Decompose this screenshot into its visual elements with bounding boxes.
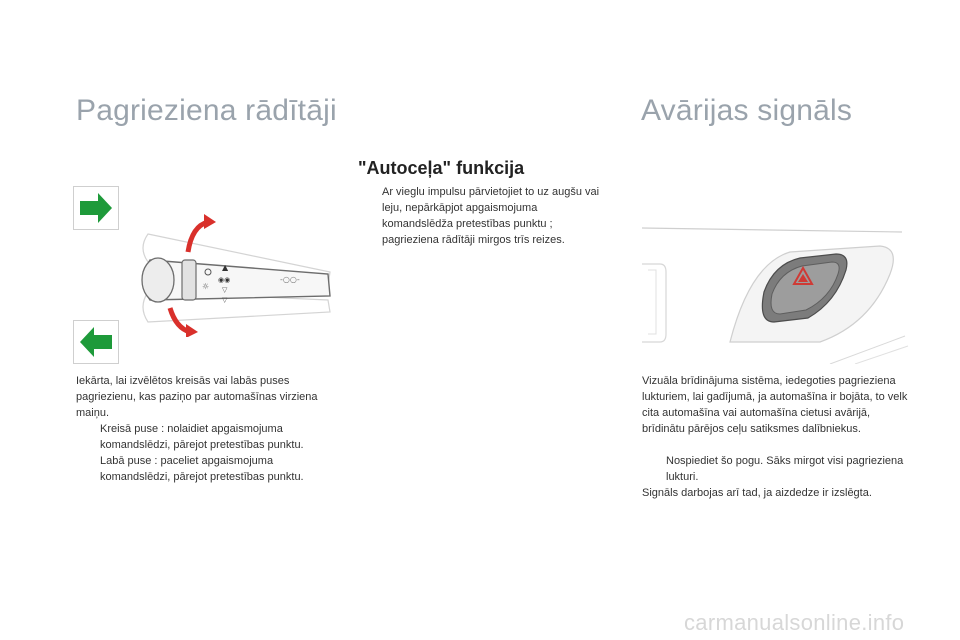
bullet-text-right-turn: Labā puse : paceliet apgaismojuma komandslēdzi, pārejot pretestības punktu. xyxy=(100,455,304,483)
svg-text:▽: ▽ xyxy=(222,296,228,304)
left-section-title: Pagrieziena rādītāji xyxy=(76,94,337,127)
bullet-text-left-turn: Kreisā puse : nolaidiet apgaismojuma komandslēdzi, pārejot pretestības punktu. xyxy=(100,423,304,451)
right-bullet-list xyxy=(642,453,908,485)
right-arrow-icon xyxy=(74,187,118,229)
right-turn-indicator-box xyxy=(73,186,119,230)
list-item xyxy=(76,453,338,485)
hazard-button-instruction: Nospiediet šo pogu. Sāks mirgot visi pagrieziena lukturi. xyxy=(666,455,904,483)
svg-text:◉◉: ◉◉ xyxy=(218,276,231,284)
left-bullet-list xyxy=(76,421,338,485)
left-arrow-icon xyxy=(74,321,118,363)
list-item xyxy=(642,453,908,485)
svg-text:☼: ☼ xyxy=(202,282,210,291)
hazard-button-illustration xyxy=(640,224,910,364)
highway-function-text: Ar vieglu impulsu pārvietojiet to uz augšu vai leju, nepārkāpjot apgaismojuma komandslēdža pretestības punktu ; pagrieziena rādītāji mirgos trīs reizes. xyxy=(382,186,600,246)
right-outro-text: Signāls darbojas arī tad, ja aizdedze ir izslēgta. xyxy=(642,487,872,499)
right-section-title: Avārijas signāls xyxy=(641,94,853,127)
watermark-text: carmanualsonline.info xyxy=(684,610,905,635)
svg-text:-○○-: -○○- xyxy=(280,275,300,284)
svg-text:▽: ▽ xyxy=(222,286,228,294)
svg-text:▲: ▲ xyxy=(222,263,229,272)
list-item xyxy=(358,184,610,248)
list-item xyxy=(76,421,338,453)
left-turn-indicator-box xyxy=(73,320,119,364)
lighting-stalk-illustration xyxy=(130,212,340,337)
middle-bullet-list xyxy=(358,184,610,248)
right-intro-text: Vizuāla brīdinājuma sistēma, iedegoties pagrieziena lukturiem, lai gadījumā, ja automašīna ir bojāta, to velk cita automašīna vai automašīna cietusi avārijā, brīdinātu pārējos ceļu satiksmes dalībniekus. xyxy=(642,375,908,435)
left-intro-text: Iekārta, lai izvēlētos kreisās vai labās puses pagriezienu, kas paziņo par automašīnas virziena maiņu. xyxy=(76,375,318,419)
highway-function-title: "Autoceļa" funkcija xyxy=(358,158,525,178)
